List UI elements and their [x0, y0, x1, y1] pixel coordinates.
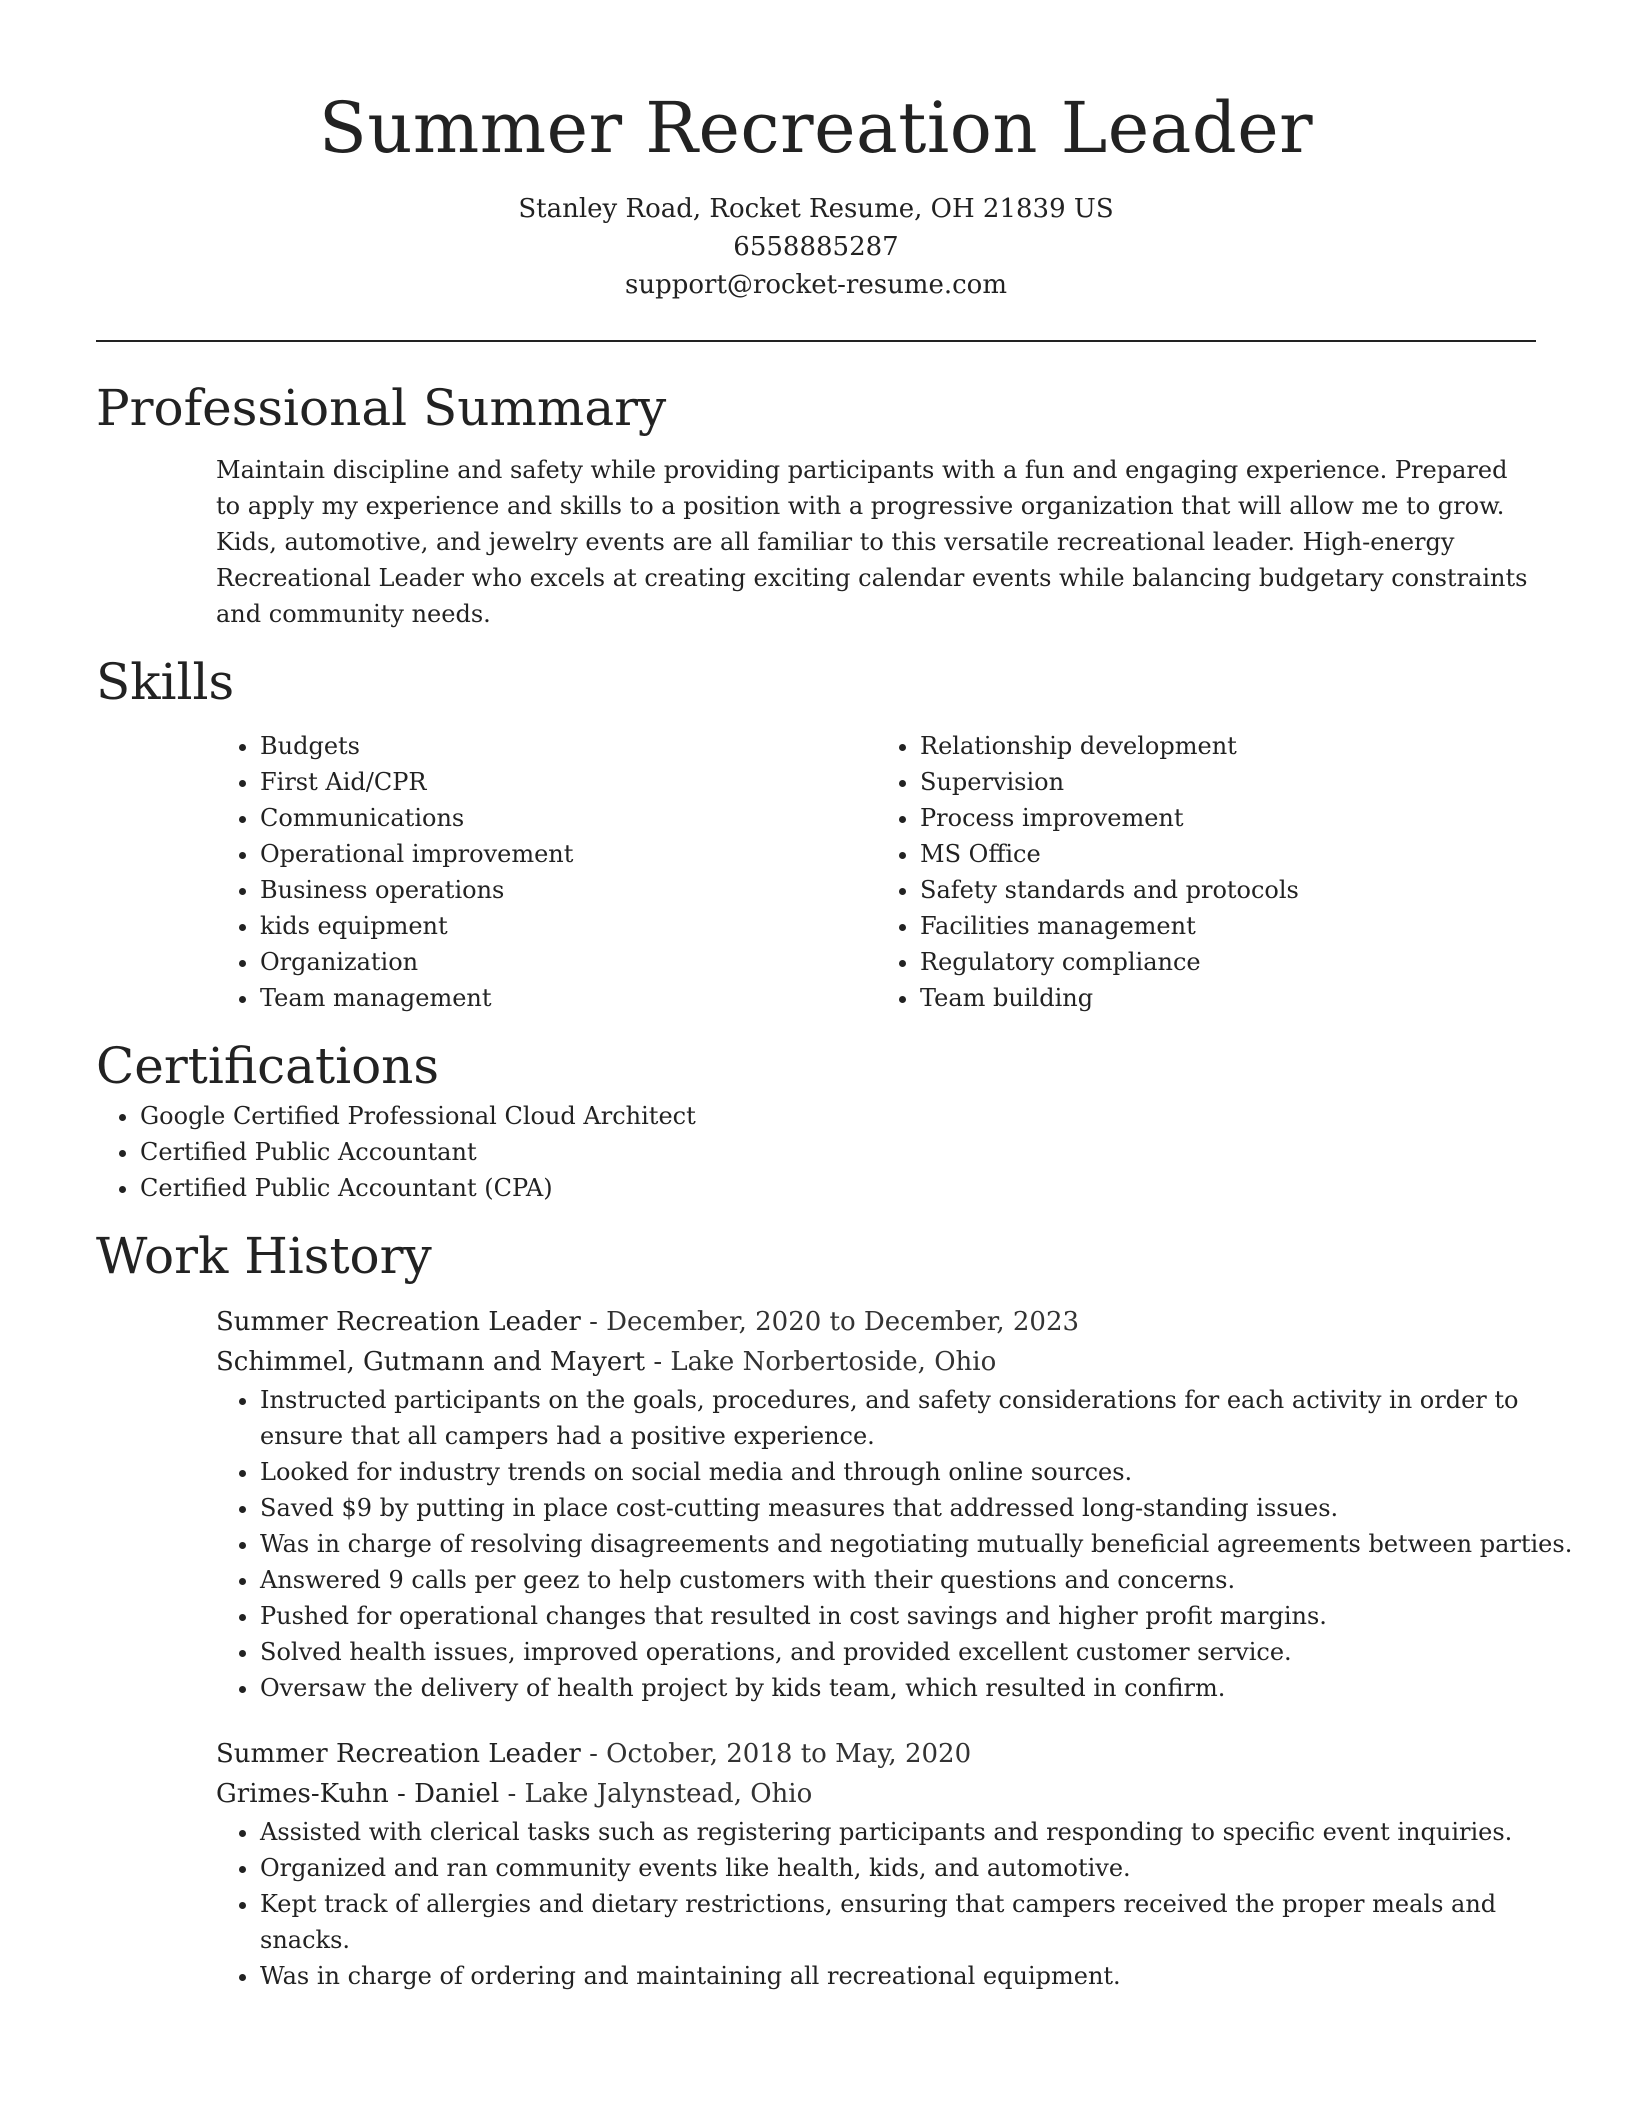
job-title-line	[216, 1734, 1536, 1774]
skills-list-right	[876, 728, 1536, 1016]
job-bullets	[216, 1814, 1578, 1994]
header-divider	[96, 340, 1536, 342]
job-bullet: • Answered 9 calls per geez to help customers with their questions and concerns.	[260, 1562, 1578, 1598]
job-entry	[216, 1734, 1536, 1994]
work-history-section	[96, 1224, 1573, 1994]
summary-text: Maintain discipline and safety while providing participants with a fun and engaging experience. Prepared to apply my experience and skills to a position with a progressive organization that will allow me to grow. Kids, automotive, and jewelry events are all familiar to this versatile recreational leader. High-energy Recreational Leader who excels at creating exciting calendar events while balancing budgetary constraints and community needs.	[216, 456, 1528, 628]
section-title-skills: Skills	[96, 653, 235, 711]
job-entry	[216, 1302, 1573, 1706]
candidate-name: Summer Recreation Leader	[318, 87, 1314, 169]
skills-grid	[216, 728, 1536, 1016]
job-bullet: • Saved $9 by putting in place cost-cutting measures that addressed long-standing issues.	[260, 1490, 1578, 1526]
separator: -	[645, 1347, 671, 1377]
separator: -	[580, 1307, 607, 1337]
skill-item: • Budgets	[260, 728, 876, 764]
contact-address: Stanley Road, Rocket Resume, OH 21839 US	[518, 194, 1114, 224]
certifications-section	[96, 1034, 1536, 1206]
job-location: Lake Jalynstead, Ohio	[524, 1779, 813, 1809]
skill-item: • Operational improvement	[260, 836, 876, 872]
section-title-certifications: Certifications	[96, 1037, 440, 1095]
skill-item: • Organization	[260, 944, 876, 980]
contact-email: support@rocket-resume.com	[624, 270, 1007, 300]
job-bullet: • Was in charge of ordering and maintaining all recreational equipment.	[260, 1958, 1578, 1994]
skill-item: • Safety standards and protocols	[920, 872, 1536, 908]
contact-phone: 6558885287	[733, 232, 899, 262]
skill-item: • Process improvement	[920, 800, 1536, 836]
job-dates: October, 2018 to May, 2020	[606, 1739, 972, 1769]
job-dates: December, 2020 to December, 2023	[606, 1307, 1080, 1337]
job-bullet: • Instructed participants on the goals, procedures, and safety considerations for each activity in order to ensure that all campers had a positive experience.	[260, 1382, 1578, 1454]
job-company-line	[216, 1774, 1536, 1814]
job-company-line	[216, 1342, 1536, 1382]
job-bullet: • Pushed for operational changes that resulted in cost savings and higher profit margins.	[260, 1598, 1578, 1634]
skill-item: • Supervision	[920, 764, 1536, 800]
contact-block	[96, 190, 1536, 304]
certification-item: • Google Certified Professional Cloud Architect	[140, 1098, 1536, 1134]
certification-item: • Certified Public Accountant (CPA)	[140, 1170, 1536, 1206]
skill-item: • Team management	[260, 980, 876, 1016]
job-bullet: • Was in charge of resolving disagreements and negotiating mutually beneficial agreements between parties.	[260, 1526, 1578, 1562]
section-title-summary: Professional Summary	[96, 379, 667, 437]
job-title-line	[216, 1302, 1536, 1342]
job-role: Summer Recreation Leader	[216, 1307, 581, 1337]
professional-summary-section	[96, 376, 1536, 632]
job-company: Grimes-Kuhn - Daniel	[216, 1779, 500, 1809]
job-bullet: • Solved health issues, improved operations, and provided excellent customer service.	[260, 1634, 1578, 1670]
skill-item: • First Aid/CPR	[260, 764, 876, 800]
skill-item: • kids equipment	[260, 908, 876, 944]
job-company: Schimmel, Gutmann and Mayert	[216, 1347, 646, 1377]
job-bullet: • Assisted with clerical tasks such as registering participants and responding to specific event inquiries.	[260, 1814, 1578, 1850]
job-bullet: • Oversaw the delivery of health project by kids team, which resulted in confirm.	[260, 1670, 1578, 1706]
job-bullet: • Kept track of allergies and dietary restrictions, ensuring that campers received the proper meals and snacks.	[260, 1886, 1578, 1958]
skills-list-left	[216, 728, 876, 1016]
skill-item: • Facilities management	[920, 908, 1536, 944]
skill-item: • Relationship development	[920, 728, 1536, 764]
certifications-list	[96, 1098, 1536, 1206]
job-role: Summer Recreation Leader	[216, 1739, 581, 1769]
skill-item: • Team building	[920, 980, 1536, 1016]
separator: -	[499, 1779, 525, 1809]
job-bullet: • Organized and ran community events like health, kids, and automotive.	[260, 1850, 1578, 1886]
certification-item: • Certified Public Accountant	[140, 1134, 1536, 1170]
resume-header	[96, 0, 1536, 304]
job-bullet: • Looked for industry trends on social media and through online sources.	[260, 1454, 1578, 1490]
skill-item: • Communications	[260, 800, 876, 836]
job-location: Lake Norbertoside, Ohio	[670, 1347, 997, 1377]
job-bullets	[216, 1382, 1578, 1706]
skill-item: • Regulatory compliance	[920, 944, 1536, 980]
skills-section	[96, 650, 1536, 1016]
separator: -	[580, 1739, 607, 1769]
skill-item: • MS Office	[920, 836, 1536, 872]
section-title-work-history: Work History	[96, 1227, 432, 1285]
skill-item: • Business operations	[260, 872, 876, 908]
